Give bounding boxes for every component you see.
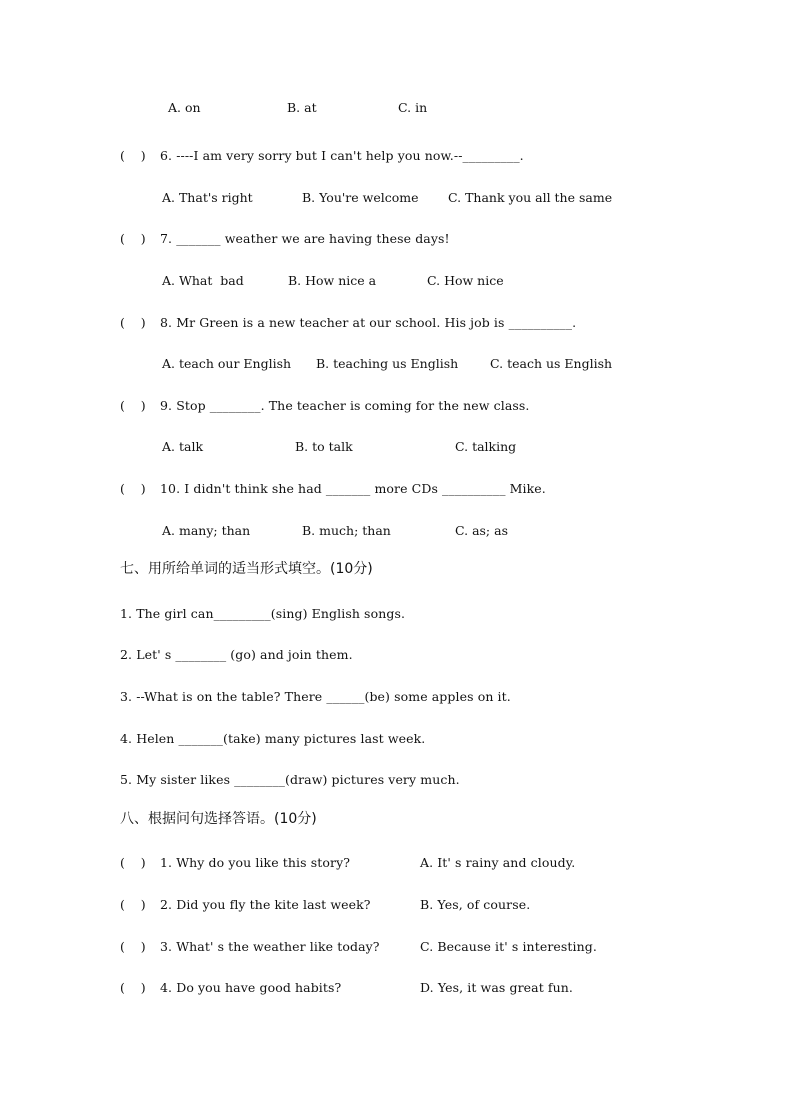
section-8-heading: 八、根据问句选择答语。(10分): [120, 811, 317, 827]
q9-option-b: B. to talk: [295, 439, 353, 454]
s8-q2-answer-bracket: ( ): [120, 897, 146, 912]
q7-option-b: B. How nice a: [288, 273, 377, 288]
q8-option-a: A. teach our English: [162, 356, 292, 371]
q9-option-a: A. talk: [162, 439, 204, 454]
s8-q3-question: 3. What' s the weather like today?: [160, 939, 380, 954]
section-7-item-5: 5. My sister likes ________(draw) pictures very much.: [120, 772, 460, 787]
s8-answer-c: C. Because it' s interesting.: [420, 939, 597, 954]
q9-stem: 9. Stop ________. The teacher is coming for the new class.: [160, 398, 530, 413]
section-7-item-4: 4. Helen _______(take) many pictures last week.: [120, 731, 426, 746]
q7-option-a: A. What bad: [162, 273, 244, 288]
q5-option-a: A. on: [168, 100, 201, 115]
section-7-item-1: 1. The girl can_________(sing) English songs.: [120, 606, 406, 621]
q5-option-b: B. at: [287, 100, 317, 115]
q9-answer-bracket: ( ): [120, 398, 146, 413]
q10-option-a: A. many; than: [162, 523, 251, 538]
q10-option-b: B. much; than: [302, 523, 391, 538]
s8-q3-answer-bracket: ( ): [120, 939, 146, 954]
s8-answer-b: B. Yes, of course.: [420, 897, 531, 912]
s8-q4-question: 4. Do you have good habits?: [160, 980, 342, 995]
q5-option-c: C. in: [398, 100, 428, 115]
q8-option-b: B. teaching us English: [316, 356, 459, 371]
q7-answer-bracket: ( ): [120, 231, 146, 246]
s8-q1-question: 1. Why do you like this story?: [160, 855, 351, 870]
section-7-heading: 七、用所给单词的适当形式填空。(10分): [120, 561, 373, 577]
q8-answer-bracket: ( ): [120, 315, 146, 330]
s8-q1-answer-bracket: ( ): [120, 855, 146, 870]
section-7-item-3: 3. --What is on the table? There ______(be) some apples on it.: [120, 689, 511, 704]
q10-answer-bracket: ( ): [120, 481, 146, 496]
s8-q4-answer-bracket: ( ): [120, 980, 146, 995]
s8-q2-question: 2. Did you fly the kite last week?: [160, 897, 371, 912]
q10-stem: 10. I didn't think she had _______ more CDs __________ Mike.: [160, 481, 546, 496]
s8-answer-a: A. It' s rainy and cloudy.: [420, 855, 576, 870]
q8-option-c: C. teach us English: [490, 356, 613, 371]
q7-option-c: C. How nice: [427, 273, 504, 288]
section-7-item-2: 2. Let' s ________ (go) and join them.: [120, 647, 353, 662]
q6-option-c: C. Thank you all the same: [448, 190, 613, 205]
q9-option-c: C. talking: [455, 439, 517, 454]
s8-answer-d: D. Yes, it was great fun.: [420, 980, 574, 995]
q6-option-a: A. That's right: [162, 190, 253, 205]
q7-stem: 7. _______ weather we are having these days!: [160, 231, 450, 246]
q6-answer-bracket: ( ): [120, 148, 146, 163]
q10-option-c: C. as; as: [455, 523, 508, 538]
q6-option-b: B. You're welcome: [302, 190, 419, 205]
q8-stem: 8. Mr Green is a new teacher at our school. His job is __________.: [160, 315, 577, 330]
q6-stem: 6. ----I am very sorry but I can't help you now.--_________.: [160, 148, 524, 163]
